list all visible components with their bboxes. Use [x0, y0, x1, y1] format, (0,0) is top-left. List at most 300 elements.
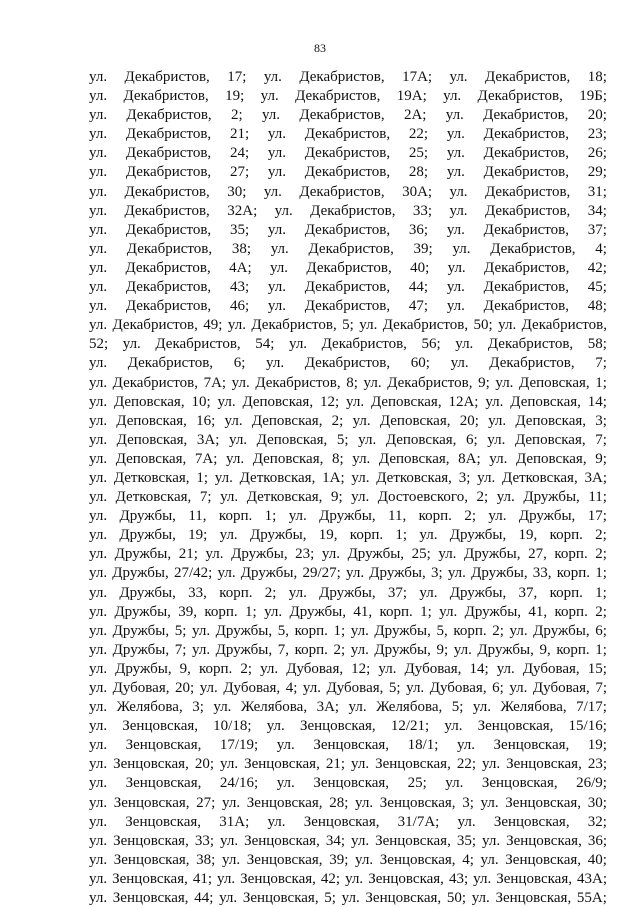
word: Декабристов,: [126, 107, 212, 124]
word: Декабристов,: [487, 336, 574, 353]
word: ул.: [488, 508, 507, 525]
word: 19;: [587, 737, 607, 754]
text-line: [89, 679, 607, 698]
word: ул.: [267, 145, 286, 162]
word: ул.: [89, 88, 108, 105]
word: ул.: [89, 699, 108, 716]
word: ул.: [445, 107, 464, 124]
word: Декабристов,: [484, 183, 571, 200]
word: ул.: [89, 431, 108, 448]
word: 38;: [231, 240, 251, 257]
text-line: [89, 469, 607, 488]
word: 41,: [353, 603, 373, 620]
word: корп.: [294, 641, 328, 658]
word: 30А;: [402, 183, 433, 200]
text-line: [89, 354, 607, 373]
word: 7;: [174, 641, 187, 658]
word: 20;: [587, 107, 607, 124]
word: Зенцовская,: [246, 851, 323, 868]
word: 26/9;: [576, 775, 607, 792]
word: ул.: [445, 775, 464, 792]
word: ул.: [220, 756, 239, 773]
word: 19;: [188, 527, 208, 544]
word: Деповская,: [379, 412, 451, 429]
word: Дружбы,: [523, 489, 580, 506]
word: 41,: [528, 603, 548, 620]
word: Деповская,: [385, 431, 457, 448]
text-line: [89, 851, 607, 870]
text-line: [89, 717, 607, 736]
word: 26;: [587, 145, 607, 162]
word: 8А;: [458, 450, 481, 467]
word: ул.: [89, 355, 108, 372]
word: Дружбы,: [464, 546, 521, 563]
text-line: [89, 450, 607, 469]
word: Декабристов,: [124, 183, 210, 200]
word: ул.: [266, 718, 285, 735]
word: 17/19;: [219, 737, 259, 754]
word: 2;: [492, 622, 504, 639]
word: ул.: [446, 164, 465, 181]
word: 3;: [458, 469, 471, 486]
word: 2;: [331, 412, 344, 429]
word: Дружбы,: [471, 565, 528, 582]
word: 6;: [233, 355, 246, 372]
word: ул.: [321, 546, 340, 563]
word: ул.: [89, 164, 108, 181]
word: ул.: [276, 737, 295, 754]
word: ул.: [419, 527, 438, 544]
word: Зенцовская,: [125, 737, 202, 754]
word: Дружбы,: [115, 660, 172, 677]
word: 34;: [587, 202, 607, 219]
word: ул.: [89, 775, 108, 792]
word: Зенцовская,: [125, 813, 202, 830]
word: 12А;: [448, 393, 479, 410]
word: 12/21;: [390, 718, 430, 735]
word: Декабристов,: [295, 88, 381, 105]
word: Декабристов,: [382, 317, 469, 334]
word: 5;: [451, 699, 464, 716]
word: ул.: [457, 813, 476, 830]
word: 4;: [285, 680, 298, 696]
word: ул.: [267, 813, 286, 830]
word: 19А;: [396, 88, 427, 105]
word: Дружбы,: [119, 584, 176, 601]
word: ул.: [269, 259, 289, 276]
word: 9;: [330, 489, 343, 506]
word: Декабристов,: [483, 145, 569, 162]
word: 4;: [595, 240, 607, 257]
word: ул.: [263, 183, 282, 200]
word: корп.: [204, 603, 238, 620]
word: 1;: [595, 565, 607, 582]
text-line: [89, 278, 607, 297]
word: Декабристов,: [299, 107, 385, 124]
word: Зенцовская,: [112, 890, 189, 907]
word: Декабристов,: [484, 259, 570, 276]
word: 39;: [329, 851, 349, 868]
word: ул.: [489, 450, 508, 467]
word: ул.: [446, 221, 465, 238]
word: Дубовая,: [223, 680, 281, 696]
text-line: [89, 813, 607, 832]
word: ул.: [89, 508, 108, 525]
word: 29/27;: [302, 565, 341, 582]
word: Декабристов,: [484, 69, 571, 85]
word: 7,: [277, 641, 289, 658]
word: Декабристов,: [483, 221, 569, 238]
word: ул.: [89, 851, 108, 868]
word: ул.: [447, 565, 466, 582]
word: Желябова,: [500, 699, 567, 716]
text-line: [89, 736, 607, 755]
word: 39,: [178, 603, 198, 620]
word: ул.: [350, 641, 369, 658]
word: 54;: [255, 336, 275, 353]
word: ул.: [488, 412, 507, 429]
word: 14;: [469, 660, 489, 677]
word: ул.: [228, 431, 248, 448]
word: Зенцовская,: [365, 890, 442, 907]
word: ул.: [446, 145, 465, 162]
word: 5;: [342, 317, 354, 334]
word: 14;: [587, 393, 607, 410]
word: ул.: [222, 851, 241, 868]
word: корп.: [549, 584, 583, 601]
word: Деповская,: [256, 431, 328, 448]
word: ул.: [199, 680, 218, 696]
text-line: [89, 125, 607, 144]
text-line: [89, 794, 607, 813]
word: 3;: [192, 699, 204, 716]
word: 42;: [587, 259, 607, 276]
word: ул.: [267, 279, 286, 296]
word: 21;: [178, 546, 198, 563]
word: Зенцовская,: [506, 756, 582, 773]
word: 1А;: [322, 469, 345, 486]
word: ул.: [267, 221, 286, 238]
word: Декабристов,: [308, 240, 394, 257]
text-line: [89, 488, 607, 507]
word: ул.: [443, 88, 462, 105]
word: 2;: [595, 527, 607, 544]
page-number: 83: [314, 41, 326, 55]
word: Дружбы,: [215, 622, 273, 639]
text-line: [89, 316, 607, 335]
word: 3;: [595, 412, 607, 429]
word: 21;: [229, 126, 250, 143]
text-line: [89, 374, 607, 393]
word: Зенцовская,: [113, 756, 189, 773]
word: Деповская,: [242, 393, 314, 410]
word: 19,: [318, 527, 338, 544]
word: 7;: [595, 431, 607, 448]
word: 22;: [408, 126, 429, 143]
word: Зенцовская,: [505, 794, 582, 811]
word: 3А;: [316, 699, 340, 716]
text-line: [89, 698, 607, 717]
word: 12;: [351, 660, 371, 677]
word: Дружбы,: [518, 508, 576, 525]
word: ул.: [89, 183, 108, 200]
word: Декабристов,: [304, 298, 391, 315]
word: Декабристов,: [124, 202, 210, 219]
word: 7;: [595, 680, 607, 696]
word: ул.: [288, 508, 307, 525]
word: 27/42;: [173, 565, 213, 582]
word: ул.: [351, 756, 370, 773]
word: Декабристов,: [299, 183, 385, 200]
word: ул.: [341, 890, 360, 907]
text-line: [89, 755, 607, 774]
word: ул.: [267, 126, 286, 143]
word: 6;: [595, 622, 607, 639]
word: 1;: [595, 374, 607, 391]
word: 55А;: [576, 890, 607, 907]
word: Зенцовская,: [113, 794, 190, 811]
word: 2;: [240, 660, 253, 677]
word: 27;: [196, 794, 216, 811]
word: 35;: [229, 221, 250, 238]
word: ул.: [406, 680, 425, 696]
word: 2;: [230, 107, 243, 124]
word: ул.: [89, 317, 108, 334]
word: Декабристов,: [125, 279, 212, 296]
word: корп.: [294, 622, 328, 639]
word: 3;: [430, 565, 443, 582]
word: ул.: [267, 298, 286, 315]
word: Детковская,: [239, 469, 316, 486]
word: 2А;: [403, 107, 427, 124]
word: ул.: [473, 870, 492, 887]
word: Дубовая,: [522, 660, 580, 677]
word: 24;: [229, 145, 250, 162]
word: 32А;: [227, 202, 258, 219]
word: Дружбы,: [374, 641, 431, 658]
word: Декабристов,: [127, 355, 214, 372]
word: 2;: [464, 508, 476, 525]
word: 46;: [229, 298, 250, 315]
word: Желябова,: [116, 699, 183, 716]
word: Декабристов,: [125, 221, 212, 238]
word: 20;: [459, 412, 479, 429]
word: Дубовая,: [404, 660, 462, 677]
word: ул.: [226, 450, 245, 467]
word: ул.: [446, 126, 465, 143]
word: 23;: [587, 126, 607, 143]
word: Зенцовская,: [242, 890, 319, 907]
word: корп.: [349, 527, 384, 544]
word: 30;: [227, 183, 247, 200]
word: 23;: [587, 756, 607, 773]
word: ул.: [214, 469, 233, 486]
word: Дружбы,: [319, 584, 376, 601]
word: Зенцовская,: [112, 870, 188, 887]
word: Декабристов,: [126, 240, 213, 257]
word: ул.: [217, 870, 236, 887]
word: Декабристов,: [483, 164, 569, 181]
word: ул.: [509, 680, 528, 696]
word: ул.: [509, 622, 528, 639]
word: ул.: [449, 183, 468, 200]
word: 25;: [407, 775, 427, 792]
word: Зенцовская,: [244, 756, 320, 773]
word: ул.: [446, 298, 465, 315]
word: Декабристов,: [155, 336, 241, 353]
word: ул.: [348, 699, 367, 716]
word: Зенцовская,: [368, 870, 444, 887]
word: 18;: [587, 69, 607, 85]
word: 5;: [174, 622, 187, 639]
word: 31А;: [219, 813, 250, 830]
word: 25;: [408, 145, 429, 162]
word: Декабристов,: [304, 145, 391, 162]
word: 4;: [462, 851, 474, 868]
word: Декабристов,: [304, 164, 391, 181]
word: 7;: [595, 355, 607, 372]
word: 33,: [532, 565, 552, 582]
word: корп.: [453, 622, 487, 639]
word: 50;: [446, 890, 466, 907]
word: ул.: [261, 107, 281, 124]
word: ул.: [352, 450, 371, 467]
text-line: [89, 507, 607, 526]
word: Декабристов,: [521, 317, 607, 334]
word: 35;: [456, 832, 476, 849]
word: Деповская,: [251, 412, 323, 429]
word: 6;: [492, 680, 504, 696]
word: 5;: [388, 680, 401, 696]
word: Деповская,: [252, 450, 324, 467]
word: ул.: [89, 890, 108, 907]
word: Деповская,: [116, 412, 187, 429]
word: Декабристов,: [125, 298, 212, 315]
word: Дружбы,: [112, 641, 170, 658]
word: 50;: [473, 317, 493, 334]
word: 12;: [319, 393, 340, 410]
word: ул.: [89, 221, 108, 238]
word: 33;: [412, 202, 433, 219]
word: ул.: [276, 775, 295, 792]
word: ул.: [352, 412, 371, 429]
text-line: [89, 393, 607, 412]
word: ул.: [89, 145, 108, 162]
word: ул.: [224, 412, 243, 429]
word: Декабристов,: [489, 355, 575, 372]
word: 2;: [595, 603, 607, 620]
word: ул.: [438, 546, 457, 563]
word: корп.: [554, 603, 588, 620]
word: Детковская,: [115, 489, 192, 506]
word: 1;: [333, 622, 346, 639]
word: Дубовая,: [326, 680, 384, 696]
word: корп.: [198, 660, 233, 677]
word: Дружбы,: [114, 546, 172, 563]
word: 10;: [191, 393, 211, 410]
word: 43;: [448, 870, 469, 887]
word: Дружбы,: [449, 584, 507, 601]
word: Декабристов,: [251, 317, 337, 334]
word: 19,: [518, 527, 538, 544]
word: 18/1;: [407, 737, 439, 754]
word: 48;: [587, 298, 607, 315]
word: Декабристов,: [306, 259, 392, 276]
word: 7А;: [194, 450, 218, 467]
word: ул.: [220, 832, 239, 849]
word: Дружбы,: [249, 527, 307, 544]
word: 22;: [456, 756, 476, 773]
word: 21;: [325, 756, 345, 773]
word: Зенцовская,: [379, 851, 456, 868]
text-line: [89, 545, 607, 564]
text-line: [89, 259, 607, 278]
word: 7;: [199, 489, 212, 506]
word: ул.: [89, 527, 108, 544]
word: Зенцовская,: [299, 718, 376, 735]
text-line: [89, 832, 607, 851]
word: 45;: [587, 279, 607, 296]
word: 43А;: [577, 870, 607, 887]
text-line: [89, 163, 607, 182]
word: ул.: [447, 259, 466, 276]
word: 16;: [196, 412, 216, 429]
word: 1;: [245, 603, 257, 620]
word: Дубовая,: [112, 680, 170, 696]
text-line: [89, 870, 607, 889]
word: Декабристов,: [125, 259, 211, 276]
word: Деповская,: [370, 393, 442, 410]
word: ул.: [89, 756, 108, 773]
word: 20;: [194, 756, 214, 773]
word: 52;: [89, 336, 109, 353]
word: ул.: [302, 680, 321, 696]
word: 20;: [175, 680, 195, 696]
word: 49;: [203, 317, 223, 334]
text-line: [89, 660, 607, 679]
word: 42;: [320, 870, 341, 887]
word: Деповская,: [115, 450, 187, 467]
word: 5;: [324, 890, 336, 907]
word: ул.: [472, 699, 491, 716]
word: 1;: [595, 641, 607, 658]
word: 24/16;: [219, 775, 259, 792]
word: ул.: [213, 699, 232, 716]
word: ул.: [487, 431, 506, 448]
word: 33,: [188, 584, 207, 601]
word: 37;: [387, 584, 408, 601]
word: ул.: [89, 279, 108, 296]
word: корп.: [218, 508, 253, 525]
word: 8;: [331, 450, 344, 467]
text-line: [89, 412, 607, 431]
word: Зенцовская,: [313, 737, 390, 754]
word: ул.: [264, 603, 283, 620]
word: Зенцовская,: [303, 813, 380, 830]
word: ул.: [449, 202, 468, 219]
word: Дружбы,: [533, 622, 590, 639]
word: Зенцовская,: [240, 870, 316, 887]
word: Зенцовская,: [495, 890, 572, 907]
word: ул.: [89, 660, 108, 677]
text-line: [89, 889, 607, 908]
word: ул.: [267, 164, 286, 181]
word: ул.: [480, 851, 499, 868]
word: Детковская,: [113, 469, 190, 486]
word: Декабристов,: [304, 221, 391, 238]
text-line: [89, 297, 607, 316]
word: Декабристов,: [483, 279, 569, 296]
